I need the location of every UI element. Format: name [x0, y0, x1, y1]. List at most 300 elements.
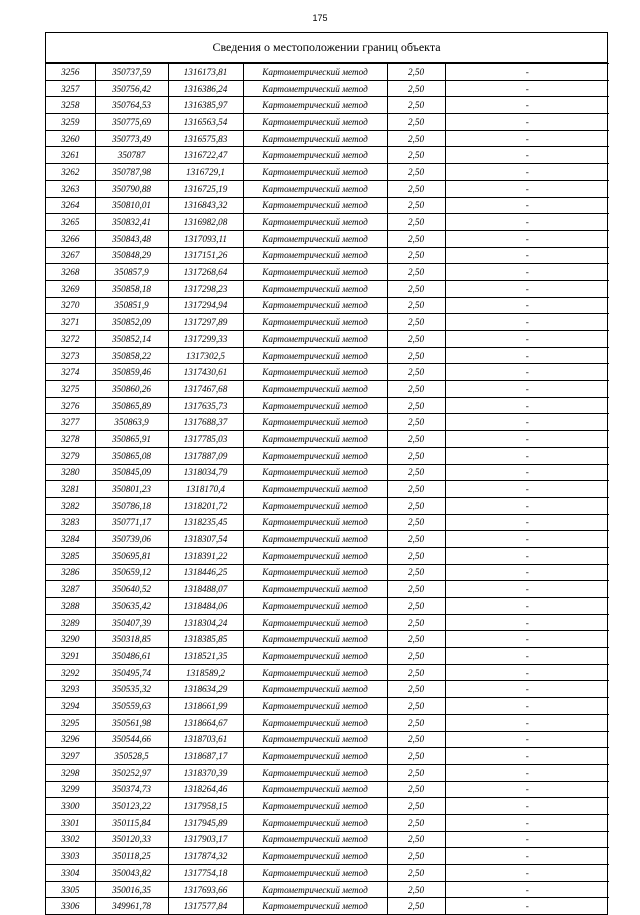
point-number-cell: 3258 — [46, 97, 95, 114]
x-coordinate-cell: 350486,61 — [95, 648, 168, 665]
accuracy-cell: 2,50 — [387, 714, 445, 731]
x-coordinate-cell: 350115,84 — [95, 814, 168, 831]
accuracy-cell: 2,50 — [387, 280, 445, 297]
x-coordinate-cell: 350865,08 — [95, 447, 168, 464]
method-cell: Картометрический метод — [243, 781, 387, 798]
accuracy-cell: 2,50 — [387, 114, 445, 131]
point-number-cell: 3288 — [46, 598, 95, 615]
method-cell: Картометрический метод — [243, 764, 387, 781]
point-number-cell: 3286 — [46, 564, 95, 581]
point-number-cell: 3291 — [46, 648, 95, 665]
table-row — [46, 547, 609, 564]
x-coordinate-cell: 350801,23 — [95, 481, 168, 498]
y-coordinate-cell: 1318446,25 — [168, 564, 243, 581]
table-row — [46, 197, 609, 214]
x-coordinate-cell: 350843,48 — [95, 230, 168, 247]
table-row — [46, 414, 609, 431]
accuracy-cell: 2,50 — [387, 80, 445, 97]
accuracy-cell: 2,50 — [387, 698, 445, 715]
description-cell: - — [445, 648, 609, 665]
y-coordinate-cell: 1317302,5 — [168, 347, 243, 364]
table-row — [46, 280, 609, 297]
accuracy-cell: 2,50 — [387, 431, 445, 448]
y-coordinate-cell: 1318385,85 — [168, 631, 243, 648]
method-cell: Картометрический метод — [243, 831, 387, 848]
method-cell: Картометрический метод — [243, 698, 387, 715]
table-row — [46, 714, 609, 731]
x-coordinate-cell: 350123,22 — [95, 798, 168, 815]
description-cell: - — [445, 214, 609, 231]
method-cell: Картометрический метод — [243, 814, 387, 831]
table-row — [46, 497, 609, 514]
description-cell: - — [445, 230, 609, 247]
y-coordinate-cell: 1317958,15 — [168, 798, 243, 815]
y-coordinate-cell: 1316729,1 — [168, 164, 243, 181]
description-cell: - — [445, 314, 609, 331]
accuracy-cell: 2,50 — [387, 814, 445, 831]
point-number-cell: 3269 — [46, 280, 95, 297]
accuracy-cell: 2,50 — [387, 681, 445, 698]
point-number-cell: 3270 — [46, 297, 95, 314]
description-cell: - — [445, 748, 609, 765]
accuracy-cell: 2,50 — [387, 898, 445, 914]
point-number-cell: 3302 — [46, 831, 95, 848]
table-row — [46, 247, 609, 264]
method-cell: Картометрический метод — [243, 497, 387, 514]
point-number-cell: 3289 — [46, 614, 95, 631]
x-coordinate-cell: 350863,9 — [95, 414, 168, 431]
description-cell: - — [445, 881, 609, 898]
table-row — [46, 214, 609, 231]
x-coordinate-cell: 350118,25 — [95, 848, 168, 865]
x-coordinate-cell: 350865,89 — [95, 397, 168, 414]
point-number-cell: 3274 — [46, 364, 95, 381]
table-row — [46, 831, 609, 848]
x-coordinate-cell: 350374,73 — [95, 781, 168, 798]
accuracy-cell: 2,50 — [387, 831, 445, 848]
method-cell: Картометрический метод — [243, 881, 387, 898]
point-number-cell: 3257 — [46, 80, 95, 97]
method-cell: Картометрический метод — [243, 314, 387, 331]
accuracy-cell: 2,50 — [387, 547, 445, 564]
x-coordinate-cell: 350860,26 — [95, 381, 168, 398]
table-row — [46, 364, 609, 381]
description-cell: - — [445, 464, 609, 481]
accuracy-cell: 2,50 — [387, 264, 445, 281]
y-coordinate-cell: 1316386,24 — [168, 80, 243, 97]
description-cell: - — [445, 764, 609, 781]
x-coordinate-cell: 350318,85 — [95, 631, 168, 648]
method-cell: Картометрический метод — [243, 147, 387, 164]
accuracy-cell: 2,50 — [387, 214, 445, 231]
point-number-cell: 3264 — [46, 197, 95, 214]
point-number-cell: 3278 — [46, 431, 95, 448]
table-row — [46, 648, 609, 665]
y-coordinate-cell: 1316173,81 — [168, 64, 243, 81]
x-coordinate-cell: 350640,52 — [95, 581, 168, 598]
point-number-cell: 3294 — [46, 698, 95, 715]
description-cell: - — [445, 247, 609, 264]
point-number-cell: 3281 — [46, 481, 95, 498]
table-row — [46, 581, 609, 598]
accuracy-cell: 2,50 — [387, 531, 445, 548]
description-cell: - — [445, 664, 609, 681]
y-coordinate-cell: 1317874,32 — [168, 848, 243, 865]
point-number-cell: 3298 — [46, 764, 95, 781]
method-cell: Картометрический метод — [243, 447, 387, 464]
point-number-cell: 3256 — [46, 64, 95, 81]
point-number-cell: 3284 — [46, 531, 95, 548]
point-number-cell: 3295 — [46, 714, 95, 731]
x-coordinate-cell: 350851,9 — [95, 297, 168, 314]
x-coordinate-cell: 350252,97 — [95, 764, 168, 781]
description-cell: - — [445, 781, 609, 798]
point-number-cell: 3271 — [46, 314, 95, 331]
table-row — [46, 531, 609, 548]
table-row — [46, 798, 609, 815]
x-coordinate-cell: 350773,49 — [95, 130, 168, 147]
x-coordinate-cell: 350775,69 — [95, 114, 168, 131]
method-cell: Картометрический метод — [243, 664, 387, 681]
point-number-cell: 3265 — [46, 214, 95, 231]
y-coordinate-cell: 1318484,06 — [168, 598, 243, 615]
accuracy-cell: 2,50 — [387, 331, 445, 348]
x-coordinate-cell: 350535,32 — [95, 681, 168, 698]
x-coordinate-cell: 350859,46 — [95, 364, 168, 381]
point-number-cell: 3299 — [46, 781, 95, 798]
y-coordinate-cell: 1318589,2 — [168, 664, 243, 681]
description-cell: - — [445, 497, 609, 514]
description-cell: - — [445, 114, 609, 131]
method-cell: Картометрический метод — [243, 347, 387, 364]
y-coordinate-cell: 1317577,84 — [168, 898, 243, 914]
description-cell: - — [445, 598, 609, 615]
accuracy-cell: 2,50 — [387, 564, 445, 581]
method-cell: Картометрический метод — [243, 331, 387, 348]
point-number-cell: 3267 — [46, 247, 95, 264]
y-coordinate-cell: 1316722,47 — [168, 147, 243, 164]
description-cell: - — [445, 681, 609, 698]
x-coordinate-cell: 350695,81 — [95, 547, 168, 564]
accuracy-cell: 2,50 — [387, 130, 445, 147]
description-cell: - — [445, 130, 609, 147]
accuracy-cell: 2,50 — [387, 781, 445, 798]
table-row — [46, 114, 609, 131]
description-cell: - — [445, 865, 609, 882]
point-number-cell: 3266 — [46, 230, 95, 247]
table-row — [46, 681, 609, 698]
description-cell: - — [445, 197, 609, 214]
table-row — [46, 314, 609, 331]
table-row — [46, 164, 609, 181]
y-coordinate-cell: 1317693,66 — [168, 881, 243, 898]
x-coordinate-cell: 350858,22 — [95, 347, 168, 364]
accuracy-cell: 2,50 — [387, 197, 445, 214]
point-number-cell: 3277 — [46, 414, 95, 431]
page-number: 175 — [312, 13, 328, 23]
x-coordinate-cell: 349961,78 — [95, 898, 168, 914]
method-cell: Картометрический метод — [243, 848, 387, 865]
y-coordinate-cell: 1318634,29 — [168, 681, 243, 698]
y-coordinate-cell: 1318664,67 — [168, 714, 243, 731]
method-cell: Картометрический метод — [243, 714, 387, 731]
point-number-cell: 3293 — [46, 681, 95, 698]
accuracy-cell: 2,50 — [387, 598, 445, 615]
boundary-table — [45, 32, 608, 915]
description-cell: - — [445, 264, 609, 281]
accuracy-cell: 2,50 — [387, 414, 445, 431]
description-cell: - — [445, 64, 609, 81]
y-coordinate-cell: 1317467,68 — [168, 381, 243, 398]
table-row — [46, 865, 609, 882]
accuracy-cell: 2,50 — [387, 397, 445, 414]
accuracy-cell: 2,50 — [387, 164, 445, 181]
table-row — [46, 731, 609, 748]
accuracy-cell: 2,50 — [387, 364, 445, 381]
description-cell: - — [445, 581, 609, 598]
method-cell: Картометрический метод — [243, 180, 387, 197]
y-coordinate-cell: 1316575,83 — [168, 130, 243, 147]
y-coordinate-cell: 1317093,11 — [168, 230, 243, 247]
y-coordinate-cell: 1318521,35 — [168, 648, 243, 665]
x-coordinate-cell: 350787 — [95, 147, 168, 164]
x-coordinate-cell: 350635,42 — [95, 598, 168, 615]
point-number-cell: 3262 — [46, 164, 95, 181]
x-coordinate-cell: 350559,63 — [95, 698, 168, 715]
description-cell: - — [445, 97, 609, 114]
point-number-cell: 3279 — [46, 447, 95, 464]
x-coordinate-cell: 350786,18 — [95, 497, 168, 514]
description-cell: - — [445, 297, 609, 314]
y-coordinate-cell: 1318201,72 — [168, 497, 243, 514]
method-cell: Картометрический метод — [243, 581, 387, 598]
point-number-cell: 3261 — [46, 147, 95, 164]
description-cell: - — [445, 814, 609, 831]
description-cell: - — [445, 614, 609, 631]
method-cell: Картометрический метод — [243, 731, 387, 748]
x-coordinate-cell: 350857,9 — [95, 264, 168, 281]
table-row — [46, 664, 609, 681]
y-coordinate-cell: 1318170,4 — [168, 481, 243, 498]
point-number-cell: 3303 — [46, 848, 95, 865]
method-cell: Картометрический метод — [243, 798, 387, 815]
accuracy-cell: 2,50 — [387, 848, 445, 865]
x-coordinate-cell: 350739,06 — [95, 531, 168, 548]
x-coordinate-cell: 350737,59 — [95, 64, 168, 81]
point-number-cell: 3297 — [46, 748, 95, 765]
method-cell: Картометрический метод — [243, 631, 387, 648]
y-coordinate-cell: 1317887,09 — [168, 447, 243, 464]
y-coordinate-cell: 1316725,19 — [168, 180, 243, 197]
x-coordinate-cell: 350528,5 — [95, 748, 168, 765]
point-number-cell: 3304 — [46, 865, 95, 882]
table-row — [46, 898, 609, 914]
method-cell: Картометрический метод — [243, 531, 387, 548]
table-row — [46, 331, 609, 348]
accuracy-cell: 2,50 — [387, 514, 445, 531]
table-row — [46, 614, 609, 631]
method-cell: Картометрический метод — [243, 414, 387, 431]
description-cell: - — [445, 564, 609, 581]
accuracy-cell: 2,50 — [387, 631, 445, 648]
table-row — [46, 80, 609, 97]
x-coordinate-cell: 350756,42 — [95, 80, 168, 97]
x-coordinate-cell: 350858,18 — [95, 280, 168, 297]
point-number-cell: 3259 — [46, 114, 95, 131]
point-number-cell: 3287 — [46, 581, 95, 598]
point-number-cell: 3301 — [46, 814, 95, 831]
y-coordinate-cell: 1318307,54 — [168, 531, 243, 548]
accuracy-cell: 2,50 — [387, 764, 445, 781]
y-coordinate-cell: 1317268,64 — [168, 264, 243, 281]
point-number-cell: 3263 — [46, 180, 95, 197]
accuracy-cell: 2,50 — [387, 180, 445, 197]
description-cell: - — [445, 331, 609, 348]
method-cell: Картометрический метод — [243, 364, 387, 381]
table-row — [46, 97, 609, 114]
x-coordinate-cell: 350764,53 — [95, 97, 168, 114]
y-coordinate-cell: 1317945,89 — [168, 814, 243, 831]
point-number-cell: 3260 — [46, 130, 95, 147]
accuracy-cell: 2,50 — [387, 614, 445, 631]
description-cell: - — [445, 280, 609, 297]
y-coordinate-cell: 1318703,61 — [168, 731, 243, 748]
table-row — [46, 347, 609, 364]
y-coordinate-cell: 1316843,32 — [168, 197, 243, 214]
x-coordinate-cell: 350495,74 — [95, 664, 168, 681]
method-cell: Картометрический метод — [243, 247, 387, 264]
method-cell: Картометрический метод — [243, 431, 387, 448]
table-row — [46, 130, 609, 147]
description-cell: - — [445, 397, 609, 414]
table-row — [46, 297, 609, 314]
x-coordinate-cell: 350016,35 — [95, 881, 168, 898]
description-cell: - — [445, 364, 609, 381]
table-row — [46, 848, 609, 865]
method-cell: Картометрический метод — [243, 114, 387, 131]
method-cell: Картометрический метод — [243, 297, 387, 314]
accuracy-cell: 2,50 — [387, 865, 445, 882]
y-coordinate-cell: 1317785,03 — [168, 431, 243, 448]
accuracy-cell: 2,50 — [387, 731, 445, 748]
description-cell: - — [445, 714, 609, 731]
description-cell: - — [445, 164, 609, 181]
description-cell: - — [445, 798, 609, 815]
table-row — [46, 397, 609, 414]
method-cell: Картометрический метод — [243, 464, 387, 481]
description-cell: - — [445, 848, 609, 865]
table-row — [46, 748, 609, 765]
y-coordinate-cell: 1318304,24 — [168, 614, 243, 631]
y-coordinate-cell: 1318661,99 — [168, 698, 243, 715]
description-cell: - — [445, 414, 609, 431]
x-coordinate-cell: 350659,12 — [95, 564, 168, 581]
description-cell: - — [445, 481, 609, 498]
x-coordinate-cell: 350832,41 — [95, 214, 168, 231]
method-cell: Картометрический метод — [243, 80, 387, 97]
table-title: Сведения о местоположении границ объекта — [46, 33, 607, 63]
description-cell: - — [445, 80, 609, 97]
accuracy-cell: 2,50 — [387, 497, 445, 514]
y-coordinate-cell: 1317294,94 — [168, 297, 243, 314]
method-cell: Картометрический метод — [243, 514, 387, 531]
table-row — [46, 781, 609, 798]
description-cell: - — [445, 531, 609, 548]
x-coordinate-cell: 350407,39 — [95, 614, 168, 631]
accuracy-cell: 2,50 — [387, 230, 445, 247]
method-cell: Картометрический метод — [243, 280, 387, 297]
table-row — [46, 381, 609, 398]
description-cell: - — [445, 698, 609, 715]
point-number-cell: 3276 — [46, 397, 95, 414]
y-coordinate-cell: 1317298,23 — [168, 280, 243, 297]
point-number-cell: 3275 — [46, 381, 95, 398]
y-coordinate-cell: 1317688,37 — [168, 414, 243, 431]
accuracy-cell: 2,50 — [387, 147, 445, 164]
point-number-cell: 3283 — [46, 514, 95, 531]
accuracy-cell: 2,50 — [387, 881, 445, 898]
accuracy-cell: 2,50 — [387, 247, 445, 264]
description-cell: - — [445, 381, 609, 398]
y-coordinate-cell: 1317430,61 — [168, 364, 243, 381]
table-row — [46, 881, 609, 898]
y-coordinate-cell: 1317754,18 — [168, 865, 243, 882]
point-number-cell: 3268 — [46, 264, 95, 281]
x-coordinate-cell: 350120,33 — [95, 831, 168, 848]
description-cell: - — [445, 347, 609, 364]
point-number-cell: 3300 — [46, 798, 95, 815]
description-cell: - — [445, 180, 609, 197]
accuracy-cell: 2,50 — [387, 648, 445, 665]
point-number-cell: 3292 — [46, 664, 95, 681]
point-number-cell: 3280 — [46, 464, 95, 481]
method-cell: Картометрический метод — [243, 381, 387, 398]
accuracy-cell: 2,50 — [387, 664, 445, 681]
method-cell: Картометрический метод — [243, 97, 387, 114]
table-row — [46, 464, 609, 481]
table-row — [46, 64, 609, 81]
description-cell: - — [445, 147, 609, 164]
accuracy-cell: 2,50 — [387, 481, 445, 498]
y-coordinate-cell: 1318391,22 — [168, 547, 243, 564]
description-cell: - — [445, 431, 609, 448]
x-coordinate-cell: 350845,09 — [95, 464, 168, 481]
description-cell: - — [445, 831, 609, 848]
y-coordinate-cell: 1317903,17 — [168, 831, 243, 848]
table-row — [46, 814, 609, 831]
x-coordinate-cell: 350790,88 — [95, 180, 168, 197]
accuracy-cell: 2,50 — [387, 447, 445, 464]
point-number-cell: 3272 — [46, 331, 95, 348]
y-coordinate-cell: 1318488,07 — [168, 581, 243, 598]
point-number-cell: 3282 — [46, 497, 95, 514]
method-cell: Картометрический метод — [243, 130, 387, 147]
table-body — [46, 64, 609, 915]
accuracy-cell: 2,50 — [387, 64, 445, 81]
x-coordinate-cell: 350561,98 — [95, 714, 168, 731]
table-row — [46, 598, 609, 615]
method-cell: Картометрический метод — [243, 164, 387, 181]
method-cell: Картометрический метод — [243, 598, 387, 615]
point-number-cell: 3305 — [46, 881, 95, 898]
y-coordinate-cell: 1317151,26 — [168, 247, 243, 264]
accuracy-cell: 2,50 — [387, 297, 445, 314]
accuracy-cell: 2,50 — [387, 314, 445, 331]
y-coordinate-cell: 1317299,33 — [168, 331, 243, 348]
accuracy-cell: 2,50 — [387, 381, 445, 398]
method-cell: Картометрический метод — [243, 898, 387, 914]
x-coordinate-cell: 350787,98 — [95, 164, 168, 181]
